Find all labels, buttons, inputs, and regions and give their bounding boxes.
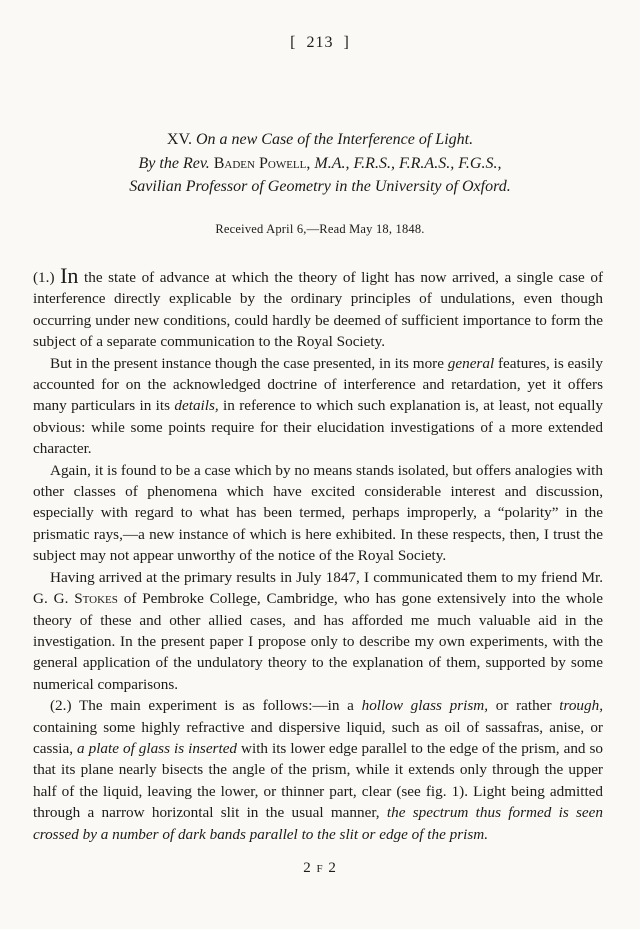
author-line xyxy=(0,152,640,176)
paragraph-text: Having arrived at the primary results in July 1847, I communicated them to my friend Mr. G. G. xyxy=(33,568,603,608)
signature-mark xyxy=(0,860,640,877)
paragraph-text: or rather xyxy=(488,697,560,715)
paragraph-text: But in the present instance though the case presented, in its more xyxy=(50,354,448,372)
author-prefix: By the Rev. xyxy=(138,154,210,172)
paragraph-2 xyxy=(33,353,603,460)
author-credentials: M.A., F.R.S., F.R.A.S., F.G.S., xyxy=(314,154,502,172)
drop-cap: In xyxy=(60,263,79,288)
article-heading xyxy=(0,128,640,199)
paragraph-3: Again, it is found to be a case which by no means stands isolated, but offers analogies with other classes of phenomena which have excited considerable interest and discussion, especially with regard to what has been termed, perhaps improperly, a “polarity” in the prismatic rays,—a new instance of which is here exhibited. In these respects, then, I trust the subject may not appear unworthy of the notice of the Royal Society. xyxy=(33,461,603,565)
article-title-line xyxy=(0,128,640,152)
emphasis: the spectrum thus formed is seen crossed by a number of dark bands parallel to the slit or edge of the prism. xyxy=(33,804,603,843)
page-number-value: 213 xyxy=(306,34,334,51)
article-number: XV. xyxy=(166,131,192,148)
emphasis: general xyxy=(447,354,495,372)
section-number: (1.) xyxy=(33,269,55,286)
article-body xyxy=(33,263,604,845)
paragraph-text: of Pembroke College, Cambridge, who has gone extensively into the whole theory of these and other allied cases, and has afforded me much valuable aid in the investigation. In the present paper I propose only to describe my own experiments, with the general application of the undulatory theory to the explanation of them, supported by some numerical comparisons. xyxy=(33,590,604,693)
paragraph-1 xyxy=(33,263,604,353)
page-number xyxy=(0,34,640,52)
paragraph-text: the state of advance at which the theory of light has now arrived, a single case of interference directly explicable by the ordinary principles of undulations, even though occurring under new conditions, could hardly be deemed of sufficient importance to form the subject of a separate communication to the Royal Society. xyxy=(33,269,604,351)
author-name: Baden Powell, xyxy=(213,154,311,172)
emphasis: trough, xyxy=(559,697,604,715)
emphasis: a plate of glass is inserted xyxy=(77,739,238,757)
bracket-left: [ xyxy=(290,34,297,51)
emphasis: hollow glass prism, xyxy=(361,697,489,715)
author-affiliation xyxy=(0,175,640,199)
paragraph-4 xyxy=(33,567,603,695)
signature-part: 2 xyxy=(303,860,312,876)
affiliation-text: Savilian Professor of Geometry in the University of Oxford. xyxy=(129,178,511,195)
signature-part: 2 xyxy=(328,860,337,876)
person-name: Stokes xyxy=(74,590,118,608)
section-number: (2.) xyxy=(50,697,72,715)
paragraph-text: The main experiment is as follows:—in a xyxy=(71,697,362,715)
received-date: Received April 6,—Read May 18, 1848. xyxy=(215,222,425,236)
emphasis: details, xyxy=(174,397,219,415)
paragraph-text: features, is easily accounted for on the acknowledged doctrine of interference and retardation, yet it offers many particulars in its xyxy=(33,354,603,415)
bracket-right: ] xyxy=(343,34,350,51)
signature-part: F xyxy=(316,863,324,875)
paragraph-text: containing some highly refractive and dispersive liquid, such as oil of sassafras, anise, or cassia, xyxy=(33,718,603,757)
paragraph-5 xyxy=(33,695,603,845)
article-title: On a new Case of the Interference of Light. xyxy=(195,131,474,148)
paragraph-text: with its lower edge parallel to the edge of the prism, and so that its plane nearly bisects the angle of the prism, while it extends only through the upper half of the liquid, leaving the lower, or thinner part, clear (see fig. 1). Light being admitted through a narrow horizontal slit in the usual manner, xyxy=(33,739,604,822)
paragraph-text: in reference to which such explanation is, at least, not equally obvious: while some points require for their elucidation investigations of a more extended character. xyxy=(33,397,604,458)
